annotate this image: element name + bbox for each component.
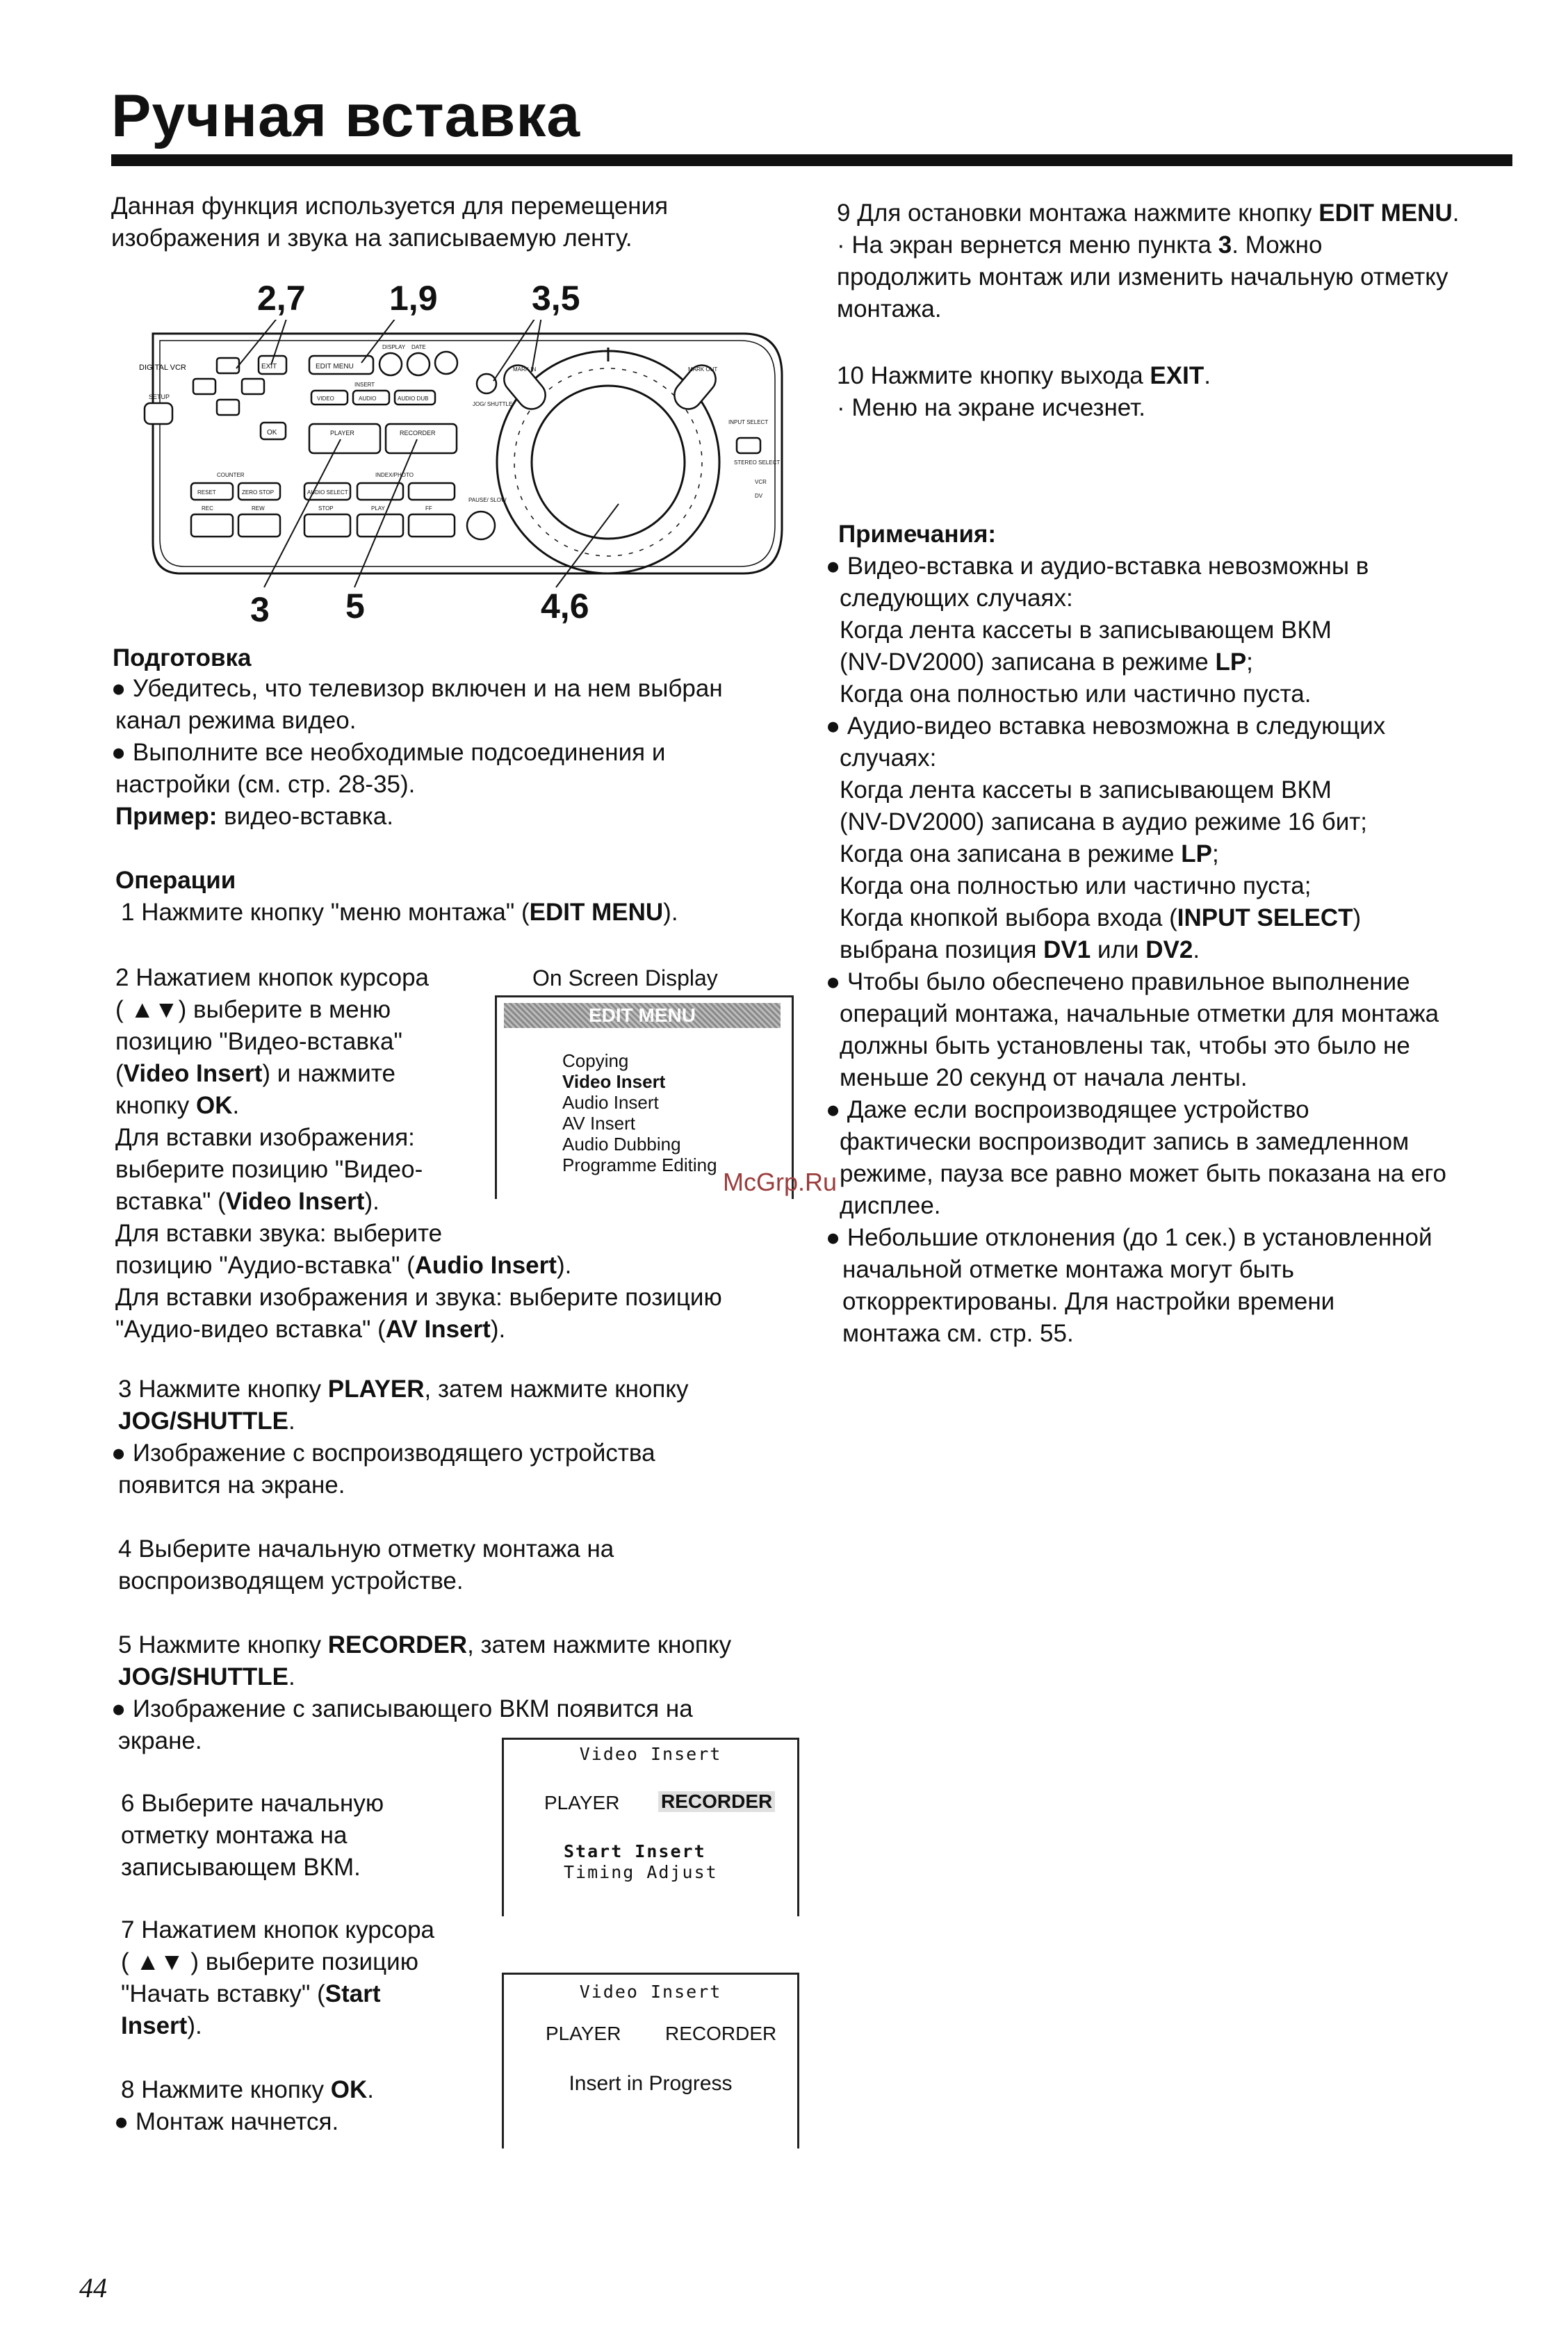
step-8-line-1: 8 Нажмите кнопку OK. (121, 2076, 375, 2103)
input-select-label: INPUT SELECT (728, 419, 769, 425)
operations-heading: Операции (115, 867, 236, 894)
reset-label: RESET (197, 489, 216, 496)
note-1-line-2: следующих случаях: (840, 585, 1073, 612)
cursor-up-button[interactable] (217, 358, 239, 373)
video-insert-screen-1 (502, 1738, 799, 1916)
cursor-right-button[interactable] (242, 379, 264, 394)
prep-example: Пример: видео-вставка. (115, 803, 393, 830)
step-5-line-1: 5 Нажмите кнопку RECORDER, затем нажмите кнопку (118, 1631, 732, 1658)
note-2-line-7: Когда кнопкой выбора входа (INPUT SELECT) (840, 904, 1362, 931)
rec-label: REC (202, 505, 213, 512)
cursor-left-button[interactable] (193, 379, 215, 394)
note-2-line-4: (NV-DV2000) записана в аудио режиме 16 бит; (840, 808, 1368, 835)
note-2-line-1: ● Аудио-видео вставка невозможна в следующих (826, 712, 1386, 740)
stereo-select-button[interactable] (737, 438, 760, 453)
display-button[interactable] (379, 353, 402, 375)
step-2-line-12: "Аудио-видео вставка" (AV Insert). (115, 1316, 506, 1343)
step-6-line-2: отметку монтажа на (121, 1822, 348, 1849)
title-rule (111, 154, 1512, 166)
screen-1-timing-adjust[interactable]: Timing Adjust (564, 1862, 718, 1882)
date-label: DATE (411, 344, 426, 350)
step-9-line-3: продолжить монтаж или изменить начальную отметку (837, 263, 1448, 291)
step-3-line-3: ● Изображение с воспроизводящего устройства (111, 1439, 655, 1467)
screen-1-title: Video Insert (579, 1744, 722, 1764)
preparation-heading: Подготовка (113, 644, 252, 671)
step-7-line-2: ( ▲▼ ) выберите позицию (121, 1948, 418, 1975)
step-3-line-1: 3 Нажмите кнопку PLAYER, затем нажмите кнопку (118, 1376, 689, 1403)
step-2-line-4: (Video Insert) и нажмите (115, 1060, 395, 1087)
note-3-line-1: ● Чтобы было обеспечено правильное выполнение (826, 968, 1410, 995)
stereo-select-label: STEREO SELECT (734, 459, 781, 466)
page-title: Ручная вставка (111, 83, 581, 149)
step-6-line-1: 6 Выберите начальную (121, 1790, 384, 1817)
step-2-line-11: Для вставки изображения и звука: выберите позицию (115, 1284, 722, 1311)
step-8-line-2: ● Монтаж начнется. (114, 2108, 339, 2135)
step-2-line-10: позицию "Аудио-вставка" (Audio Insert). (115, 1252, 572, 1279)
audio-select-label: AUDIO SELECT (307, 489, 348, 496)
player-button[interactable] (309, 424, 380, 453)
recorder-button[interactable] (386, 424, 457, 453)
note-5-line-3: откорректированы. Для настройки времени (842, 1288, 1335, 1315)
jog-dial[interactable] (532, 386, 685, 539)
note-3-line-2: операций монтажа, начальные отметки для монтажа (840, 1000, 1439, 1027)
step-10-line-1: 10 Нажмите кнопку выхода EXIT. (837, 362, 1211, 389)
step-5-line-4: экране. (118, 1727, 202, 1754)
callout-2-7: 2,7 (257, 279, 306, 318)
osd-item-audio-insert[interactable]: Audio Insert (562, 1092, 659, 1113)
step-7-line-4: Insert). (121, 2012, 202, 2039)
display-label: DISPLAY (382, 344, 406, 350)
zero-stop-label: ZERO STOP (242, 489, 275, 496)
ff-label: FF (425, 505, 432, 512)
index-photo-label: INDEX/PHOTO (375, 472, 414, 478)
screen-1-start-insert[interactable]: Start Insert (564, 1841, 706, 1861)
osd-item-copying[interactable]: Copying (562, 1050, 629, 1071)
stop-button[interactable] (304, 514, 350, 537)
note-2-line-3: Когда лента кассеты в записывающем ВКМ (840, 776, 1332, 804)
rec-button[interactable] (191, 514, 233, 537)
note-2-line-8: выбрана позиция DV1 или DV2. (840, 936, 1200, 963)
step-6-line-3: записывающем ВКМ. (121, 1854, 361, 1881)
index-next-button[interactable] (409, 483, 455, 500)
vcr-label: VCR (755, 479, 767, 485)
step-5-line-3: ● Изображение с записывающего ВКМ появится на (111, 1695, 693, 1722)
callout-4-6: 4,6 (541, 587, 589, 626)
osd-item-video-insert[interactable]: Video Insert (562, 1071, 666, 1092)
screen-2-recorder: RECORDER (665, 2023, 777, 2044)
ff-button[interactable] (409, 514, 455, 537)
setup-label: SETUP (149, 393, 170, 400)
note-4-line-2: фактически воспроизводит запись в замедленном (840, 1128, 1410, 1155)
step-2-line-8: вставка" (Video Insert). (115, 1188, 379, 1215)
callout-3-5: 3,5 (532, 279, 580, 318)
date-button[interactable] (407, 353, 430, 375)
audio-label: AUDIO (359, 395, 377, 402)
digital-vcr-label: DIGITAL VCR (139, 364, 186, 372)
stop-label: STOP (318, 505, 334, 512)
cursor-down-button[interactable] (217, 400, 239, 415)
step-7-line-3: "Начать вставку" (Start (121, 1980, 381, 2007)
jog-shuttle-button[interactable] (477, 374, 496, 393)
recorder-label: RECORDER (400, 430, 436, 437)
pause-slow-button[interactable] (467, 512, 495, 539)
osd-label: On Screen Display (532, 965, 718, 990)
note-1-line-1: ● Видео-вставка и аудио-вставка невозможны в (826, 553, 1369, 580)
step-3-line-4: появится на экране. (118, 1471, 345, 1499)
intro-line-2: изображения и звука на записываемую ленту. (111, 225, 632, 252)
index-prev-button[interactable] (357, 483, 403, 500)
step-5-line-2: JOG/SHUTTLE. (118, 1663, 295, 1690)
step-2-line-6: Для вставки изображения: (115, 1124, 415, 1151)
remote-control-diagram (132, 320, 792, 598)
step-2-line-9: Для вставки звука: выберите (115, 1220, 443, 1247)
step-2-line-1: 2 Нажатием кнопок курсора (115, 964, 430, 991)
note-3-line-3: должны быть установлены так, чтобы это было не (840, 1032, 1410, 1059)
rew-button[interactable] (238, 514, 280, 537)
screen-1-recorder: RECORDER (658, 1791, 775, 1812)
prep-line-2: канал режима видео. (115, 707, 357, 734)
note-4-line-3: режиме, пауза все равно может быть показана на его (840, 1160, 1447, 1187)
callout-5: 5 (345, 587, 365, 626)
ok-button-label: OK (267, 429, 277, 437)
step-2-line-3: позицию "Видео-вставка" (115, 1028, 402, 1055)
note-5-line-4: монтажа см. стр. 55. (842, 1320, 1074, 1347)
player-label: PLAYER (330, 430, 354, 437)
step-2-line-5: кнопку OK. (115, 1092, 240, 1119)
step-7-line-1: 7 Нажатием кнопок курсора (121, 1916, 435, 1943)
note-5-line-1: ● Небольшие отклонения (до 1 сек.) в установленной (826, 1224, 1432, 1251)
note-2-line-6: Когда она полностью или частично пуста; (840, 872, 1312, 899)
mark-in-label: MARK IN (513, 366, 537, 373)
screen-2-player: PLAYER (546, 2023, 621, 2044)
counter-label: COUNTER (217, 472, 245, 478)
note-1-line-5: Когда она полностью или частично пуста. (840, 680, 1312, 708)
video-insert-screen-2 (502, 1973, 799, 2148)
audio-dub-label: AUDIO DUB (398, 395, 429, 402)
exit-button-label: EXIT (261, 363, 277, 370)
screen-2-insert-in-progress: Insert in Progress (569, 2072, 733, 2095)
jog-shuttle-label: JOG/ SHUTTLE (473, 401, 513, 407)
rew-label: REW (252, 505, 265, 512)
step-2-line-2: ( ▲▼) выберите в меню (115, 996, 391, 1023)
osd-item-av-insert[interactable]: AV Insert (562, 1113, 636, 1134)
note-2-line-5: Когда она записана в режиме LP; (840, 840, 1219, 867)
step-1: 1 Нажмите кнопку "меню монтажа" (EDIT MENU). (121, 899, 678, 926)
screen-1-player: PLAYER (544, 1792, 620, 1813)
step-10-line-2: · Меню на экране исчезнет. (837, 394, 1145, 421)
edit-menu-button-label: EDIT MENU (316, 363, 354, 370)
step-2-line-7: выберите позицию "Видео- (115, 1156, 423, 1183)
step-9-line-2: · На экран вернется меню пункта 3. Можно (837, 231, 1323, 259)
prep-line-1: ● Убедитесь, что телевизор включен и на нем выбран (111, 675, 723, 702)
note-3-line-4: меньше 20 секунд от начала ленты. (840, 1064, 1248, 1091)
osd-item-audio-dubbing[interactable]: Audio Dubbing (562, 1134, 681, 1155)
power-button[interactable] (435, 352, 457, 374)
prep-line-4: настройки (см. стр. 28-35). (115, 771, 416, 798)
prep-line-3: ● Выполните все необходимые подсоединения и (111, 739, 666, 766)
setup-button[interactable] (145, 403, 172, 424)
note-2-line-2: случаях: (840, 744, 937, 772)
page-number: 44 (79, 2272, 107, 2303)
note-4-line-1: ● Даже если воспроизводящее устройство (826, 1096, 1309, 1123)
mark-out-label: MARK OUT (688, 366, 718, 373)
note-4-line-4: дисплее. (840, 1192, 941, 1219)
notes-heading: Примечания: (838, 521, 997, 548)
insert-label: INSERT (354, 382, 375, 388)
intro-line-1: Данная функция используется для перемещения (111, 193, 669, 220)
osd-menu-title: EDIT MENU (504, 1003, 781, 1028)
pause-slow-label: PAUSE/ SLOW (468, 497, 507, 503)
callout-1-9: 1,9 (389, 279, 438, 318)
screen-2-title: Video Insert (579, 1982, 722, 2002)
step-4-line-1: 4 Выберите начальную отметку монтажа на (118, 1535, 614, 1563)
note-5-line-2: начальной отметке монтажа могут быть (842, 1256, 1295, 1283)
play-label: PLAY (371, 505, 385, 512)
note-1-line-4: (NV-DV2000) записана в режиме LP; (840, 649, 1253, 676)
step-3-line-2: JOG/SHUTTLE. (118, 1408, 295, 1435)
callout-3: 3 (250, 590, 270, 629)
note-1-line-3: Когда лента кассеты в записывающем ВКМ (840, 617, 1332, 644)
step-4-line-2: воспроизводящем устройстве. (118, 1567, 464, 1594)
watermark: McGrp.Ru (723, 1168, 838, 1196)
osd-item-programme-editing[interactable]: Programme Editing (562, 1155, 717, 1175)
step-9-line-1: 9 Для остановки монтажа нажмите кнопку EDIT MENU. (837, 199, 1460, 227)
dv-label: DV (755, 493, 763, 499)
step-9-line-4: монтажа. (837, 295, 942, 323)
video-label: VIDEO (317, 395, 334, 402)
